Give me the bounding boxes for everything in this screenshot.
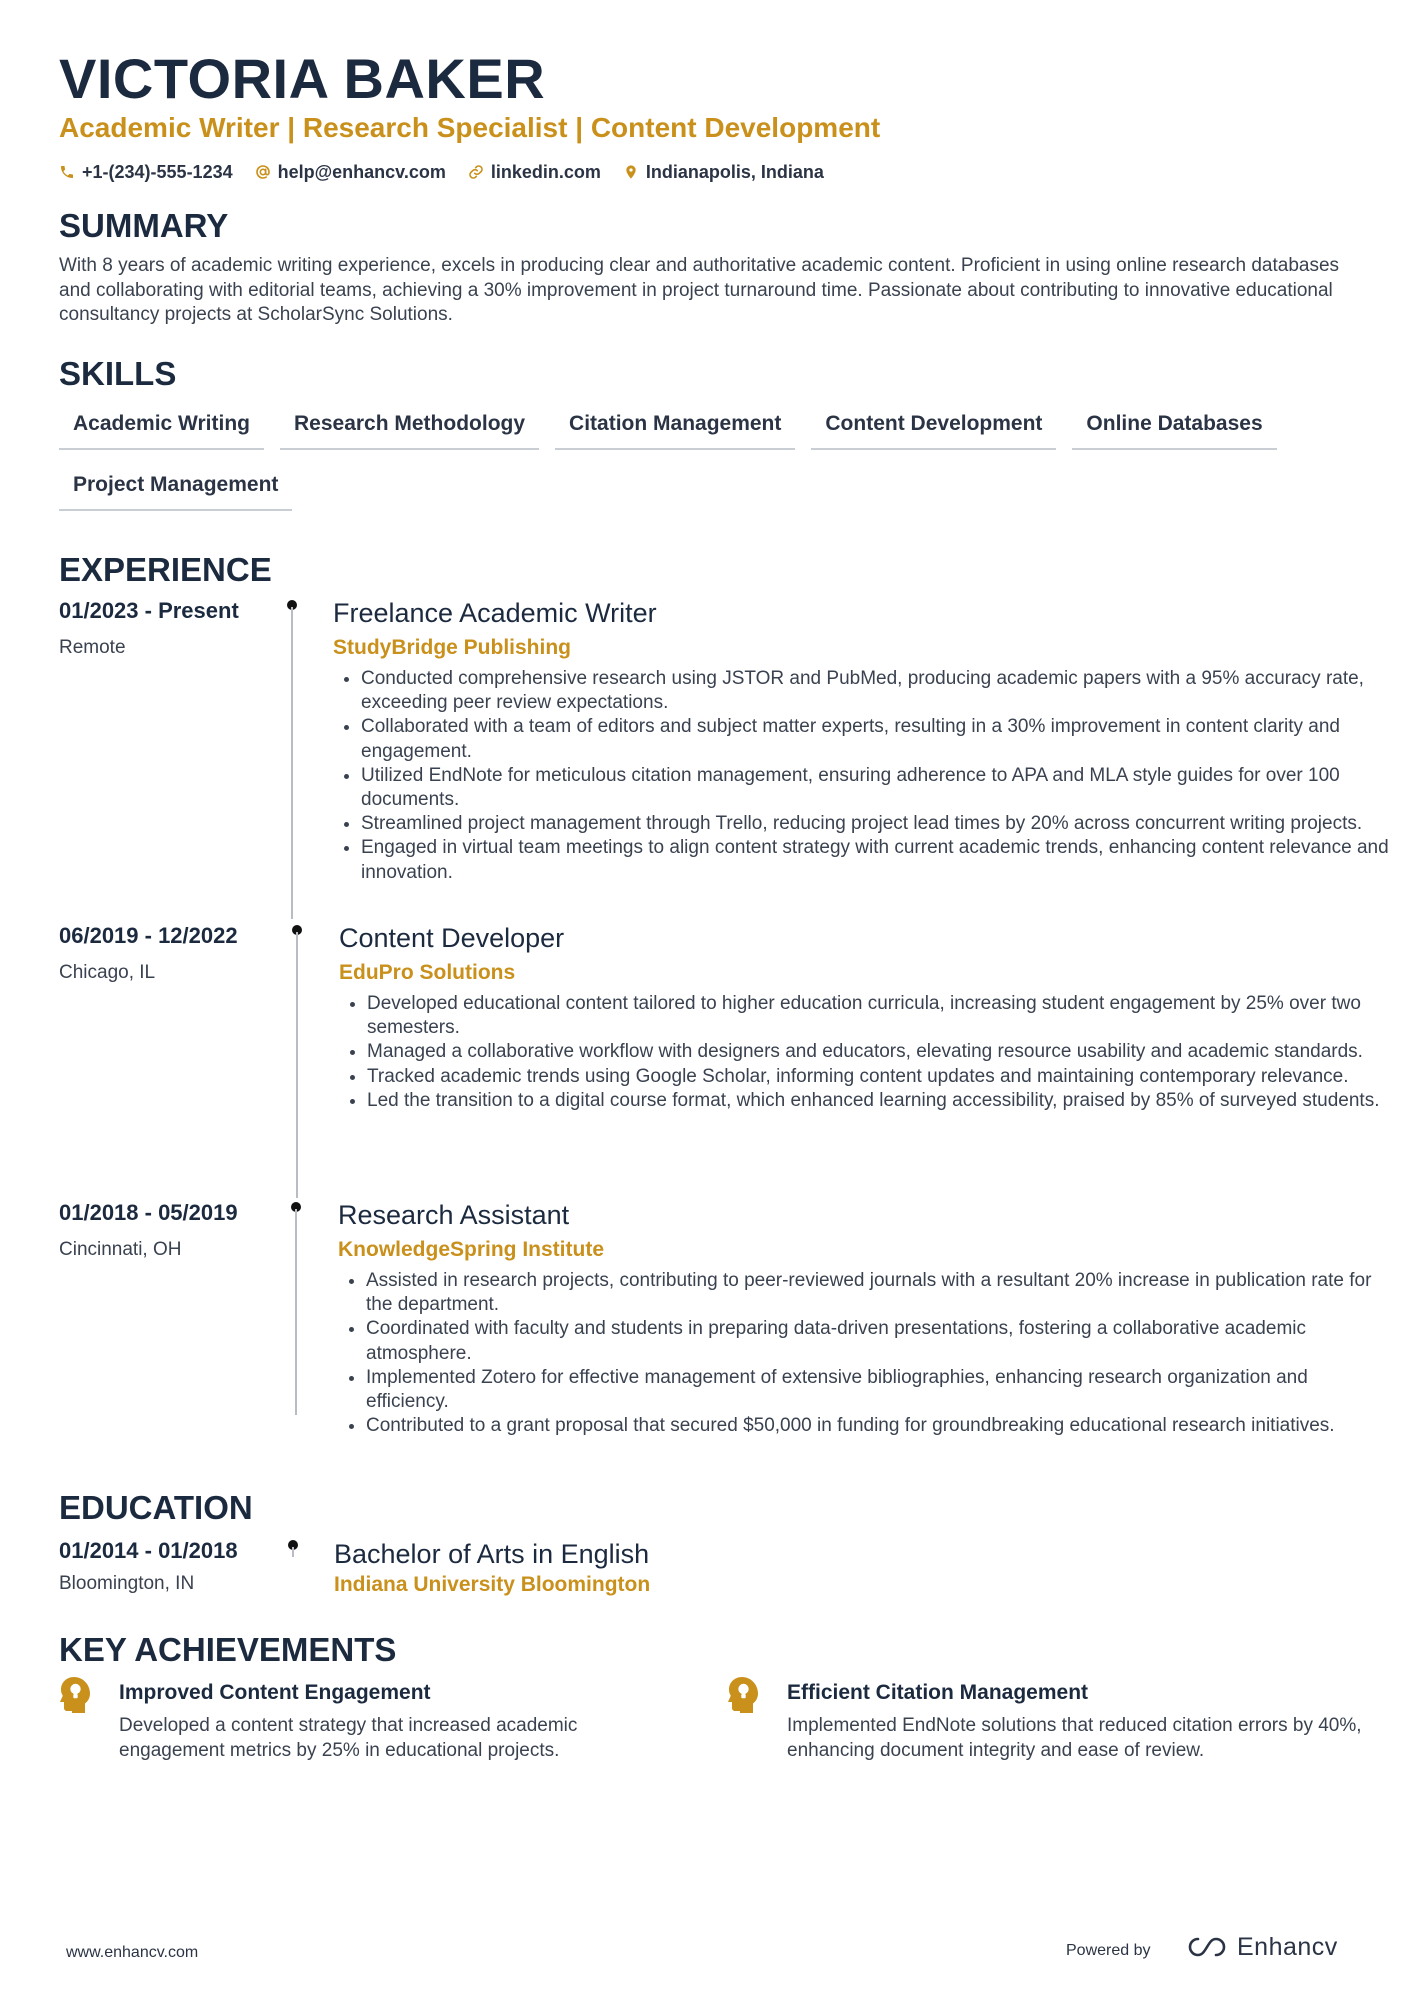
job-bullet: • Utilized EndNote for meticulous citation management, ensuring adherence to APA and MLA style guides for over 100 documents. (361, 764, 1389, 812)
enhancv-logo-icon (1185, 1934, 1231, 1960)
timeline-line (292, 1547, 294, 1557)
job-bullet: • Tracked academic trends using Google Scholar, informing content updates and maintaining contemporary relevance. (367, 1065, 1389, 1089)
job-company: StudyBridge Publishing (333, 636, 572, 659)
job-bullet: • Collaborated with a team of editors and subject matter experts, resulting in a 30% improvement in content clarity and engagement. (361, 715, 1389, 763)
at-icon (255, 164, 271, 180)
job-date: 06/2019 - 12/2022 (59, 923, 238, 948)
education-heading: EDUCATION (59, 1489, 253, 1526)
job-title: Research Assistant (338, 1200, 570, 1230)
summary-heading: SUMMARY (59, 207, 229, 244)
contact-linkedin[interactable] (468, 159, 601, 185)
link-icon (468, 164, 484, 180)
job-bullet: • Contributed to a grant proposal that secured $50,000 in funding for groundbreaking educational research initiatives. (366, 1414, 1389, 1438)
job-location: Remote (59, 637, 126, 658)
contact-bar (59, 159, 824, 185)
footer-powered-by: Powered by (1066, 1942, 1151, 1959)
skills-heading: SKILLS (59, 355, 177, 392)
timeline-line (291, 607, 293, 919)
skills-list (59, 406, 1359, 511)
footer-logo[interactable] (1185, 1932, 1338, 1962)
footer-website[interactable]: www.enhancv.com (66, 1944, 199, 1961)
contact-linkedin-text: linkedin.com (490, 162, 601, 182)
job-title: Freelance Academic Writer (333, 598, 657, 628)
job-company: EduPro Solutions (339, 961, 516, 984)
contact-email-text: help@enhancv.com (277, 162, 446, 182)
job-bullets (339, 992, 1389, 1113)
job-bullets (338, 1269, 1389, 1438)
job-bullet: • Conducted comprehensive research using JSTOR and PubMed, producing academic papers with a 95% accuracy rate, exceeding peer review expectations. (361, 667, 1389, 715)
job-bullets (333, 667, 1389, 885)
contact-location-text: Indianapolis, Indiana (645, 162, 824, 182)
timeline-line (295, 1209, 297, 1415)
job-bullet: • Assisted in research projects, contributing to peer-reviewed journals with a resultant 20% increase in publication rate for the department. (366, 1269, 1389, 1317)
education-location: Bloomington, IN (59, 1573, 195, 1594)
head-bulb-icon (727, 1676, 761, 1714)
job-bullet: • Streamlined project management through Trello, reducing project lead times by 20% across concurrent writing projects. (361, 812, 1389, 836)
education-degree: Bachelor of Arts in English (334, 1539, 650, 1569)
experience-heading: EXPERIENCE (59, 551, 272, 588)
job-title: Content Developer (339, 923, 565, 953)
contact-phone-text: +1-(234)-555-1234 (82, 162, 233, 182)
skill-tag: Academic Writing (59, 406, 264, 450)
job-bullet: • Coordinated with faculty and students in preparing data-driven presentations, fostering a collaborative academic atmosphere. (366, 1317, 1389, 1365)
achievement-description: Implemented EndNote solutions that reduced citation errors by 40%, enhancing document integrity and ease of review. (787, 1715, 1362, 1761)
job-date: 01/2023 - Present (59, 598, 239, 623)
contact-email[interactable] (255, 159, 446, 185)
contact-phone (59, 159, 233, 185)
job-bullet: • Implemented Zotero for effective management of extensive bibliographies, enhancing research organization and efficiency. (366, 1366, 1389, 1414)
skill-tag: Citation Management (555, 406, 795, 450)
job-bullet: • Managed a collaborative workflow with designers and educators, elevating resource usability and academic standards. (367, 1040, 1389, 1064)
job-bullet: • Led the transition to a digital course format, which enhanced learning accessibility, praised by 85% of surveyed students. (367, 1089, 1389, 1113)
job-date: 01/2018 - 05/2019 (59, 1200, 238, 1225)
job-bullet: • Developed educational content tailored to higher education curricula, increasing student engagement by 25% over two semesters. (367, 992, 1389, 1040)
contact-location (623, 159, 824, 185)
head-bulb-icon (59, 1676, 93, 1714)
education-date: 01/2014 - 01/2018 (59, 1538, 238, 1563)
footer-brand: Enhancv (1237, 1933, 1338, 1961)
achievement-description: Developed a content strategy that increased academic engagement metrics by 25% in educational projects. (119, 1715, 578, 1761)
phone-icon (59, 164, 75, 180)
achievement-title: Efficient Citation Management (787, 1681, 1089, 1704)
achievement-title: Improved Content Engagement (119, 1681, 431, 1704)
skill-tag: Project Management (59, 467, 292, 511)
job-company: KnowledgeSpring Institute (338, 1238, 604, 1261)
skill-tag: Content Development (811, 406, 1056, 450)
job-location: Chicago, IL (59, 962, 156, 983)
summary-text: With 8 years of academic writing experience, excels in producing clear and authoritative academic content. Proficient in using online research databases and collaborating with editorial teams, achieving a 30% improvement in project turnaround time. Passionate about contributing to innovative educational consultancy projects at ScholarSync Solutions. (59, 255, 1340, 325)
candidate-title: Academic Writer | Research Specialist | Content Development (59, 112, 881, 143)
timeline-line (296, 932, 298, 1198)
skill-tag: Online Databases (1072, 406, 1276, 450)
skill-tag: Research Methodology (280, 406, 539, 450)
achievements-heading: KEY ACHIEVEMENTS (59, 1631, 397, 1668)
education-school: Indiana University Bloomington (334, 1573, 651, 1596)
location-pin-icon (623, 164, 639, 180)
job-bullet: • Engaged in virtual team meetings to align content strategy with current academic trends, enhancing content relevance and innovation. (361, 836, 1389, 884)
job-location: Cincinnati, OH (59, 1239, 182, 1260)
candidate-name: VICTORIA BAKER (59, 47, 546, 110)
